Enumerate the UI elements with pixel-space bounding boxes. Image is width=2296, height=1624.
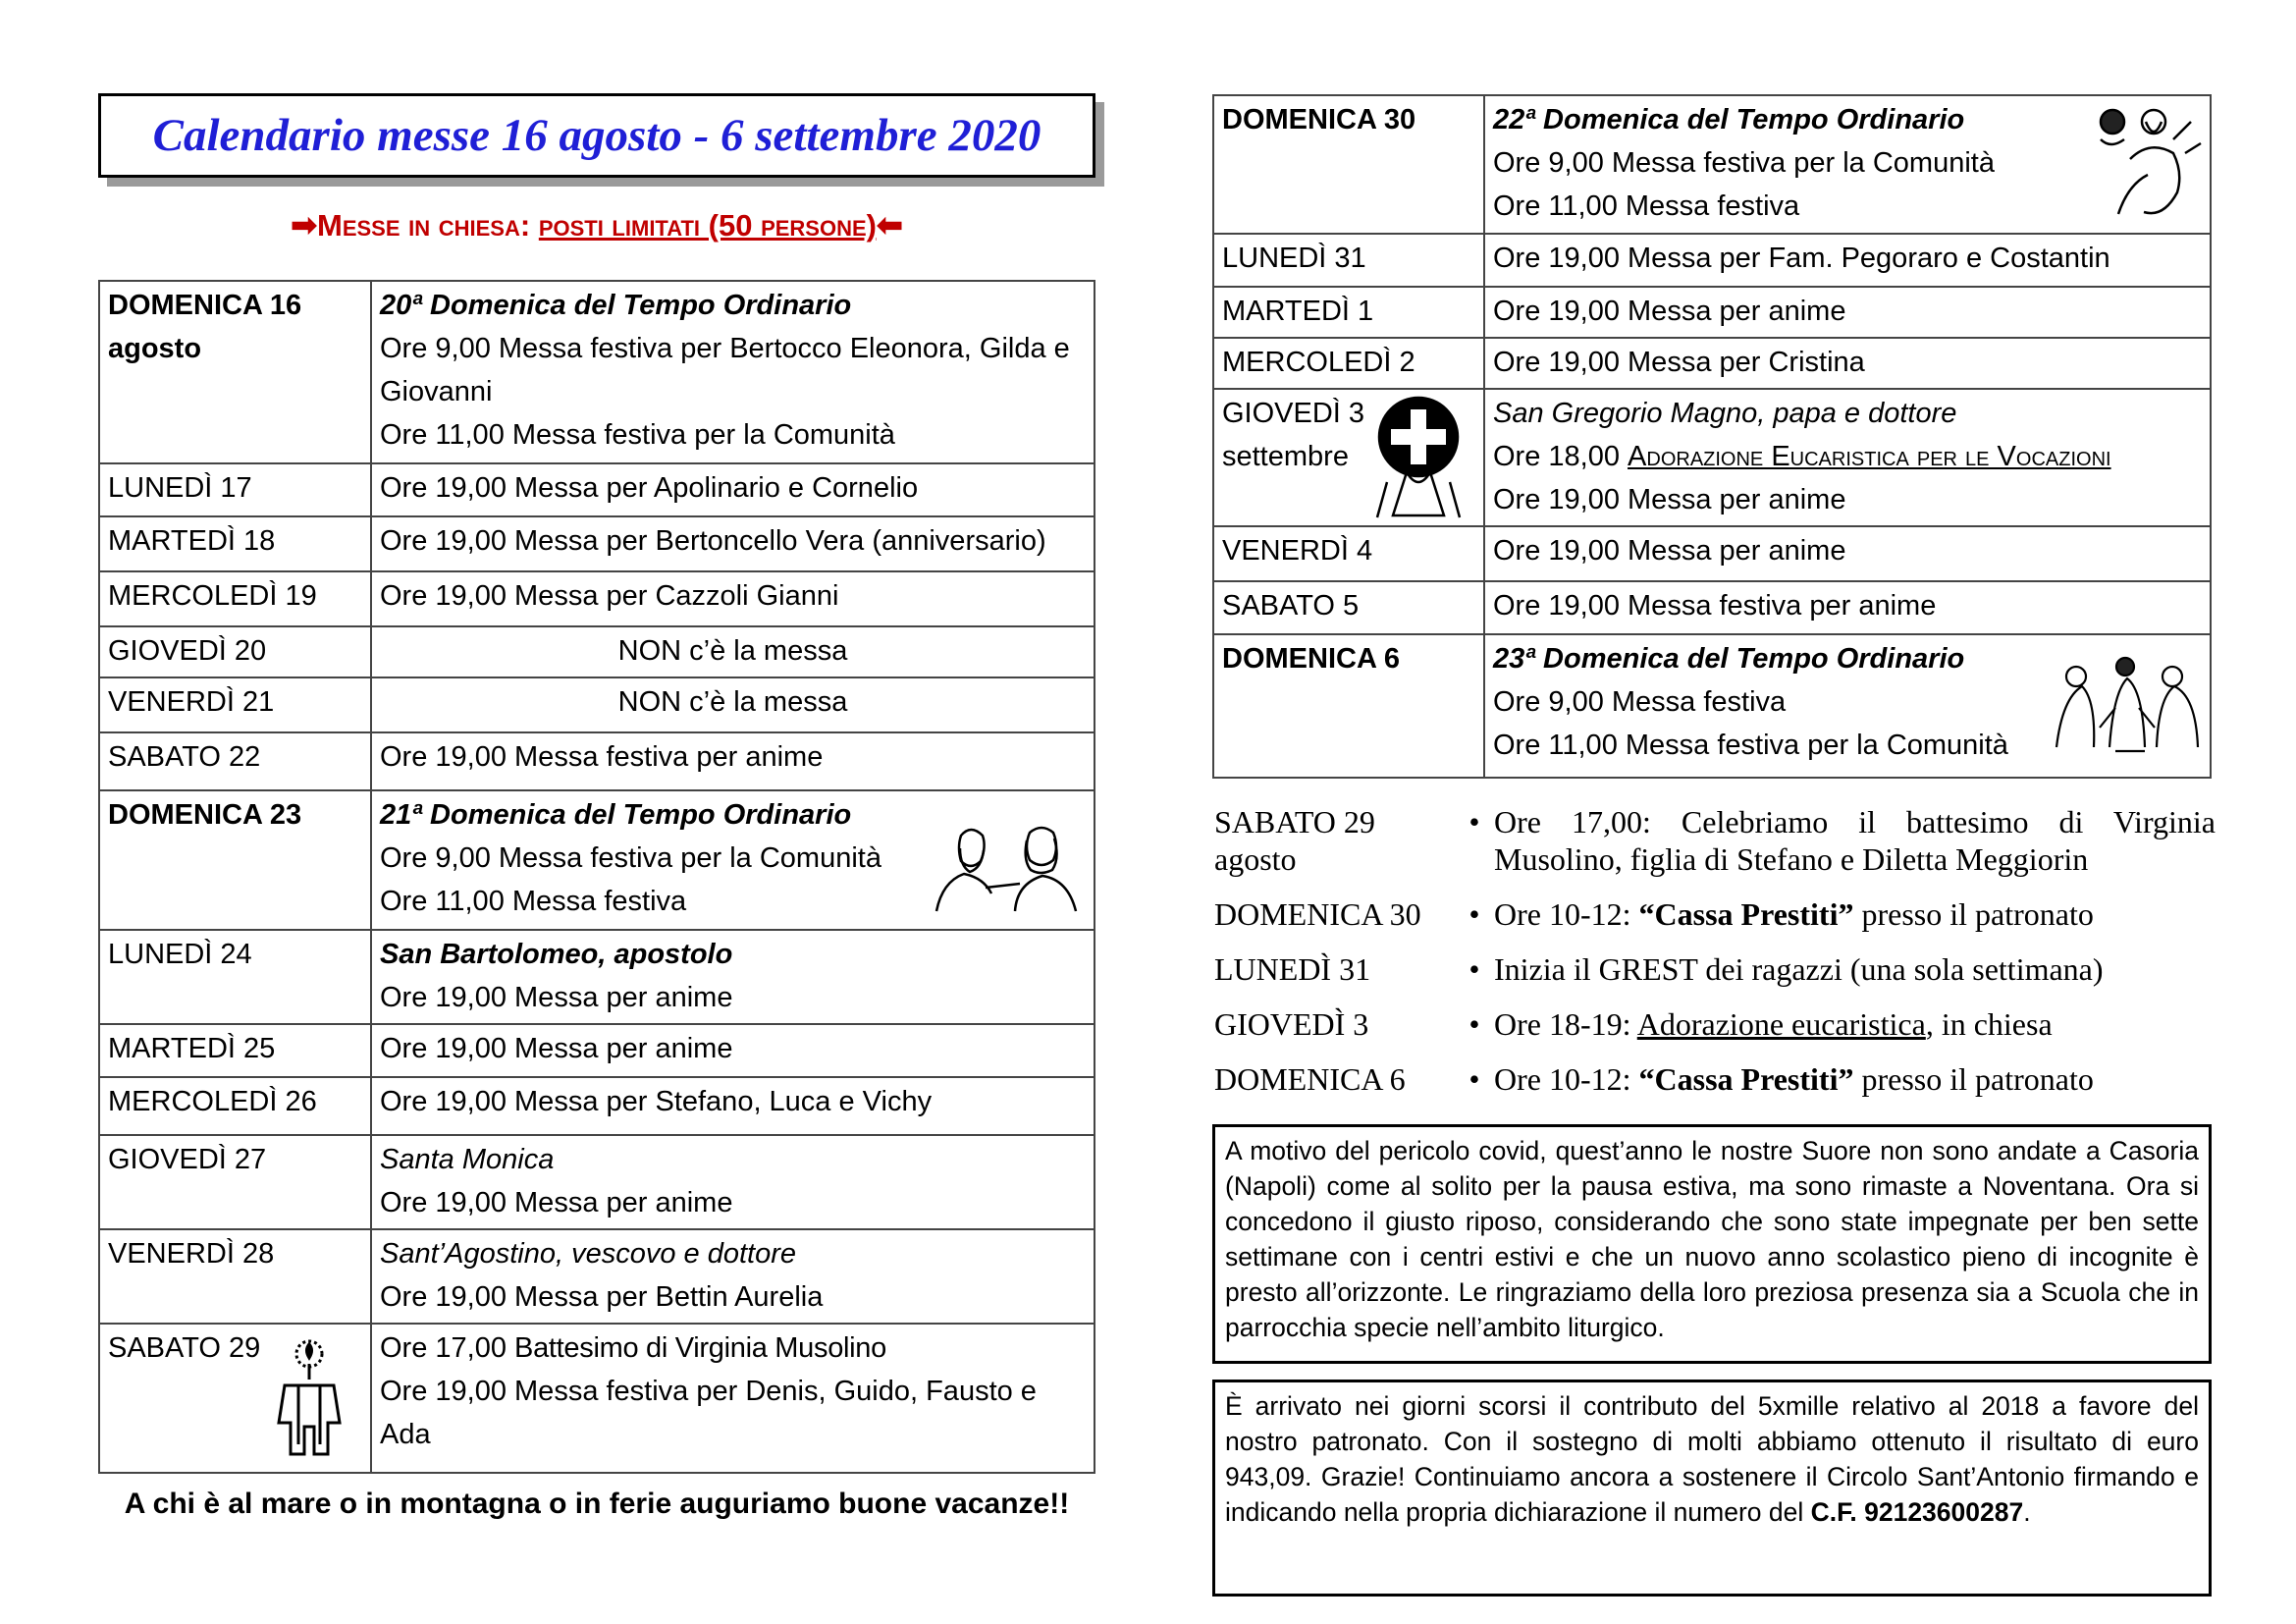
day-cell: SABATO 5 xyxy=(1213,581,1484,634)
event-line: Ore 19,00 Messa per Apolinario e Cornelio xyxy=(380,472,919,504)
event-line: Ore 9,00 Messa festiva per Bertocco Eleonora, Gilda e Giovanni xyxy=(380,333,1070,407)
event-cell xyxy=(1484,338,2211,389)
event-line: Ore 9,00 Messa festiva xyxy=(1493,686,1787,718)
notice-strong: “Cassa Prestiti” xyxy=(1638,896,1854,932)
sisters-notice-box: A motivo del pericolo covid, quest’anno le nostre Suore non sono andate a Casoria (Napoli) come al solito per la pausa estiva, ma sono rimaste a Noventana. Ora si concedono il giusto riposo, considerando che sono state impegnate per ben sette settimane con i centri estivi e che un nuovo anno scolastico pieno di incognite è presto all’orizzonte. Le ringraziamo della loro preziosa presenza sia a Scuola che in parrocchia specie nell’ambito liturgico. xyxy=(1212,1124,2212,1364)
table-row xyxy=(1213,526,2211,581)
day-cell: LUNEDÌ 24 xyxy=(99,930,371,1024)
box2-end: . xyxy=(2023,1497,2031,1527)
event-cell xyxy=(371,1229,1095,1324)
notice-text xyxy=(1494,1005,2216,1043)
event-cell xyxy=(371,626,1095,677)
arrow-left-icon: ⬅ xyxy=(876,207,903,243)
event-title: 22ª Domenica del Tempo Ordinario xyxy=(1493,104,1965,135)
event-line: Ore 9,00 Messa festiva per la Comunità xyxy=(1493,147,1995,179)
table-row xyxy=(99,463,1095,516)
notice-text xyxy=(1494,950,2216,988)
notice-text-part: Ore 10-12: xyxy=(1494,1061,1639,1097)
day-cell: VENERDÌ 28 xyxy=(99,1229,371,1324)
table-row xyxy=(99,626,1095,677)
event-title: Santa Monica xyxy=(380,1144,555,1175)
day-cell: VENERDÌ 21 xyxy=(99,677,371,732)
day-cell xyxy=(1213,389,1484,526)
limited-colon: : xyxy=(519,208,539,243)
day-cell: SABATO 22 xyxy=(99,732,371,790)
day-cell: VENERDÌ 4 xyxy=(1213,526,1484,581)
right-schedule-table xyxy=(1212,94,2212,779)
holiday-greeting: A chi è al mare o in montagna o in ferie auguriamo buone vacanze!! xyxy=(124,1488,1070,1520)
day-cell: DOMENICA 23 xyxy=(99,790,371,930)
bullet-icon: • xyxy=(1468,951,1480,987)
event-line: Ore 19,00 Messa festiva per Denis, Guido, Fausto e Ada xyxy=(380,1376,1037,1450)
table-row xyxy=(1213,234,2211,287)
event-cell xyxy=(371,732,1095,790)
event-line xyxy=(380,1326,1086,1370)
event-cell xyxy=(1484,95,2211,234)
event-line: Ore 19,00 Messa festiva per anime xyxy=(1493,590,1937,622)
table-row xyxy=(99,1229,1095,1324)
event-cell xyxy=(371,790,1095,930)
event-cell xyxy=(371,1024,1095,1077)
notice-day: DOMENICA 6 xyxy=(1214,1061,1406,1097)
event-time: Ore 17,00 xyxy=(380,1332,515,1364)
apostles-drawing-icon xyxy=(917,821,1084,914)
jesus-disciple-drawing-icon xyxy=(2091,100,2204,218)
limited-seats-notice xyxy=(98,206,1095,244)
event-line: Ore 19,00 Messa per Cristina xyxy=(1493,347,1865,378)
limited-underlined: posti limitati (50 persone) xyxy=(538,208,877,243)
event-cell xyxy=(371,571,1095,626)
event-cell xyxy=(371,1135,1095,1229)
bullet-icon: • xyxy=(1468,1061,1480,1097)
bullet-icon: • xyxy=(1468,1006,1480,1042)
event-cell xyxy=(371,677,1095,732)
event-line: Ore 19,00 Messa per anime xyxy=(380,982,733,1013)
notices-list xyxy=(1214,803,2216,1115)
baptism-label: Battesimo di Virginia Musolino xyxy=(514,1332,886,1364)
tax-code: C.F. 92123600287 xyxy=(1810,1497,2024,1527)
event-line: Ore 11,00 Messa festiva per la Comunità xyxy=(1493,730,2008,761)
table-row xyxy=(99,1077,1095,1135)
event-cell xyxy=(371,516,1095,571)
list-item xyxy=(1214,803,2216,878)
day-cell: DOMENICA 16 agosto xyxy=(99,281,371,463)
event-line: Ore 19,00 Messa per Cazzoli Gianni xyxy=(380,580,839,612)
list-item xyxy=(1214,1005,2216,1043)
day-label: SABATO 29 xyxy=(108,1332,261,1364)
day-cell: MARTEDÌ 25 xyxy=(99,1024,371,1077)
table-row xyxy=(99,1135,1095,1229)
bullet-icon: • xyxy=(1468,896,1480,932)
event-title: Sant’Agostino, vescovo e dottore xyxy=(380,1238,796,1270)
event-cell xyxy=(371,930,1095,1024)
table-row xyxy=(1213,634,2211,778)
arrow-right-icon: ➡ xyxy=(291,207,317,243)
adoration-label: Adorazione Eucaristica per le Vocazioni xyxy=(1628,441,2111,472)
event-line xyxy=(1493,435,2202,478)
event-line: Ore 19,00 Messa per Bertoncello Vera (anniversario) xyxy=(380,525,1046,557)
box2-text: È arrivato nei giorni scorsi il contributo del 5xmille relativo al 2018 a favore del nostro patronato. Con il sostegno di molti abbiamo ottenuto il risultato di euro 943,09. Grazie! Continuiamo ancora a sostenere il Circolo Sant’Antonio firmando e indicando nella propria dichiarazione il numero del xyxy=(1225,1391,2199,1527)
page-title: Calendario messe 16 agosto - 6 settembre 2020 xyxy=(152,110,1041,161)
event-line: Ore 19,00 Messa per Bettin Aurelia xyxy=(380,1281,824,1313)
day-cell: LUNEDÌ 31 xyxy=(1213,234,1484,287)
day-cell: DOMENICA 6 xyxy=(1213,634,1484,778)
event-line: Ore 19,00 Messa per anime xyxy=(1493,535,1846,567)
event-line: Ore 19,00 Messa per anime xyxy=(380,1033,733,1064)
notice-text-part: presso il patronato xyxy=(1853,1061,2094,1097)
table-row xyxy=(99,1024,1095,1077)
event-line: Ore 19,00 Messa per Fam. Pegoraro e Costantin xyxy=(1493,243,2110,274)
table-row xyxy=(99,930,1095,1024)
event-cell xyxy=(1484,526,2211,581)
notice-text-part: Ore 10-12: xyxy=(1494,896,1639,932)
event-line: Ore 9,00 Messa festiva per la Comunità xyxy=(380,842,881,874)
event-title: 20ª Domenica del Tempo Ordinario xyxy=(380,290,852,321)
event-title: 21ª Domenica del Tempo Ordinario xyxy=(380,799,852,831)
day-cell: MARTEDÌ 18 xyxy=(99,516,371,571)
event-cell xyxy=(371,1324,1095,1473)
table-row xyxy=(1213,581,2211,634)
table-row xyxy=(99,1324,1095,1473)
event-line: Ore 19,00 Messa per anime xyxy=(380,1187,733,1218)
event-cell xyxy=(1484,287,2211,338)
baptism-candle-icon xyxy=(277,1334,342,1457)
table-row xyxy=(99,732,1095,790)
gathering-drawing-icon xyxy=(2047,649,2204,757)
day-cell: DOMENICA 30 xyxy=(1213,95,1484,234)
day-label: GIOVEDÌ 3 settembre xyxy=(1222,398,1365,472)
list-item xyxy=(1214,950,2216,988)
notice-text-part: presso il patronato xyxy=(1853,896,2094,932)
event-line: Ore 19,00 Messa per anime xyxy=(1493,296,1846,327)
event-cell xyxy=(371,281,1095,463)
table-row xyxy=(1213,338,2211,389)
day-cell: MERCOLEDÌ 26 xyxy=(99,1077,371,1135)
bullet-icon: • xyxy=(1468,804,1480,839)
day-cell: MARTEDÌ 1 xyxy=(1213,287,1484,338)
table-row xyxy=(99,677,1095,732)
notice-text xyxy=(1494,895,2216,933)
event-line: Ore 19,00 Messa festiva per anime xyxy=(380,741,824,773)
notice-underlined: Adorazione eucaristica xyxy=(1636,1006,1926,1042)
list-item xyxy=(1214,895,2216,933)
notice-text-part: , in chiesa xyxy=(1925,1006,2053,1042)
table-row xyxy=(99,790,1095,930)
event-cell xyxy=(1484,581,2211,634)
table-row xyxy=(99,281,1095,463)
five-per-mille-box xyxy=(1212,1380,2212,1597)
notice-day: DOMENICA 30 xyxy=(1214,896,1421,932)
event-cell xyxy=(371,1077,1095,1135)
eucharist-monstrance-icon xyxy=(1371,394,1466,521)
day-cell: LUNEDÌ 17 xyxy=(99,463,371,516)
notice-text-part: Ore 17,00: Celebriamo il battesimo di Virginia Musolino, figlia di Stefano e Diletta Meggiorin xyxy=(1494,804,2216,877)
title-box xyxy=(98,93,1095,178)
event-time: Ore 18,00 xyxy=(1493,441,1629,472)
event-cell xyxy=(1484,634,2211,778)
notice-strong: “Cassa Prestiti” xyxy=(1638,1061,1854,1097)
notice-text-part: Ore 18-19: xyxy=(1494,1006,1637,1042)
event-title: San Bartolomeo, apostolo xyxy=(380,939,733,970)
left-schedule-table xyxy=(98,280,1095,1474)
list-item xyxy=(1214,1060,2216,1098)
event-cell xyxy=(371,463,1095,516)
notice-day: SABATO 29 agosto xyxy=(1214,804,1375,877)
event-title: San Gregorio Magno, papa e dottore xyxy=(1493,398,1957,429)
table-row xyxy=(1213,95,2211,234)
event-line: Ore 11,00 Messa festiva xyxy=(380,886,687,917)
notice-day: GIOVEDÌ 3 xyxy=(1214,1006,1369,1042)
table-row xyxy=(1213,287,2211,338)
event-line: Ore 19,00 Messa per anime xyxy=(1493,484,1846,515)
day-cell: GIOVEDÌ 20 xyxy=(99,626,371,677)
notice-text xyxy=(1494,1060,2216,1098)
day-cell: GIOVEDÌ 27 xyxy=(99,1135,371,1229)
event-line: NON c’è la messa xyxy=(617,635,848,667)
event-cell xyxy=(1484,234,2211,287)
notice-text xyxy=(1494,803,2216,878)
day-cell: MERCOLEDÌ 2 xyxy=(1213,338,1484,389)
event-cell xyxy=(1484,389,2211,526)
event-line: Ore 19,00 Messa per Stefano, Luca e Vichy xyxy=(380,1086,933,1117)
notice-text-part: Inizia il GREST dei ragazzi (una sola settimana) xyxy=(1494,951,2104,987)
table-row xyxy=(99,571,1095,626)
limited-lead: Messe in chiesa xyxy=(317,208,520,243)
notice-day: LUNEDÌ 31 xyxy=(1214,951,1371,987)
event-title: 23ª Domenica del Tempo Ordinario xyxy=(1493,643,1965,675)
table-row xyxy=(99,516,1095,571)
event-line: Ore 11,00 Messa festiva xyxy=(1493,190,1800,222)
day-cell: MERCOLEDÌ 19 xyxy=(99,571,371,626)
table-row xyxy=(1213,389,2211,526)
day-cell xyxy=(99,1324,371,1473)
event-line: Ore 11,00 Messa festiva per la Comunità xyxy=(380,419,895,451)
event-line: NON c’è la messa xyxy=(617,686,848,718)
